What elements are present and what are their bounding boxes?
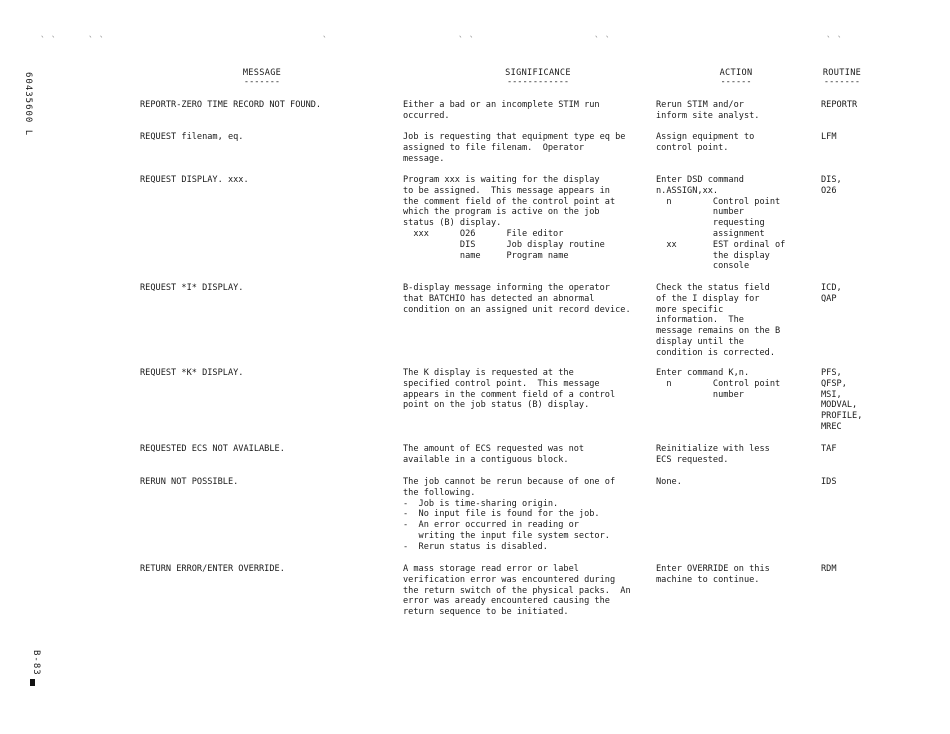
entry-significance: The K display is requested at the specified control point. This message appears in the comment field of a control point on the job status (B) display. [403, 368, 616, 411]
header-significance-underline: ------------ [506, 77, 570, 87]
punch-mark: ` ` [826, 36, 843, 46]
entry-significance: A mass storage read error or label verification error was encountered during the return switch of the physical packs. An error was aready encountered causing the return sequence to be initiated. [403, 564, 631, 618]
entry-routine: REPORTR [821, 100, 858, 110]
page-marker [30, 679, 35, 686]
punch-mark: ` ` [40, 36, 57, 46]
entry-message: REQUESTED ECS NOT AVAILABLE. [140, 444, 285, 454]
punch-mark: ` ` [88, 36, 105, 46]
entry-action: Enter command K,n. n Control point number [656, 368, 781, 400]
entry-routine: LFM [821, 132, 837, 142]
header-message-underline: ------- [243, 77, 281, 87]
punch-mark: ` [322, 36, 328, 46]
entry-routine: IDS [821, 477, 837, 487]
entry-action: Rerun STIM and/or inform site analyst. [656, 100, 760, 121]
entry-message: REQUEST *I* DISPLAY. [140, 283, 244, 293]
entry-message: REQUEST filenam, eq. [140, 132, 244, 142]
entry-routine: RDM [821, 564, 837, 574]
entry-action: Check the status field of the I display for more specific information. The message remains on the B display until the condition is corrected. [656, 283, 781, 358]
entry-significance: The job cannot be rerun because of one of the following. - Job is time-sharing origin. - No input file is found for the job. - An error occurred in reading or writing the input file system sector. - Rerun status is disabled. [403, 477, 616, 552]
entry-significance: The amount of ECS requested was not available in a contiguous block. [403, 444, 585, 465]
page-number: B-83 [30, 650, 41, 676]
entry-message: REQUEST *K* DISPLAY. [140, 368, 244, 378]
entry-action: Enter OVERRIDE on this machine to continue. [656, 564, 770, 585]
entry-routine: DIS, O26 [821, 175, 842, 196]
entry-significance: B-display message informing the operator that BATCHIO has detected an abnormal condition on an assigned unit record device. [403, 283, 631, 315]
entry-significance: Job is requesting that equipment type eq be assigned to file filenam. Operator message. [403, 132, 626, 164]
header-action-underline: ------ [720, 77, 752, 87]
header-significance: SIGNIFICANCE [505, 68, 571, 78]
header-message: MESSAGE [242, 68, 282, 78]
punch-mark: ` ` [594, 36, 611, 46]
entry-message: REPORTR-ZERO TIME RECORD NOT FOUND. [140, 100, 322, 110]
header-routine: ROUTINE [822, 68, 862, 78]
entry-action: Enter DSD command n.ASSIGN,xx. n Control point number requesting assignment xx EST ordinal of the display console [656, 175, 786, 272]
entry-routine: PFS, QFSP, MSI, MODVAL, PROFILE, MREC [821, 368, 863, 432]
document-number: 60435600 L [22, 72, 33, 137]
entry-action: None. [656, 477, 682, 487]
entry-routine: ICD, QAP [821, 283, 842, 304]
entry-action: Assign equipment to control point. [656, 132, 755, 153]
punch-mark: ` ` [458, 36, 475, 46]
header-action: ACTION [719, 68, 753, 78]
entry-significance: Either a bad or an incomplete STIM run occurred. [403, 100, 600, 121]
header-routine-underline: ------- [823, 77, 861, 87]
entry-message: REQUEST DISPLAY. xxx. [140, 175, 249, 185]
entry-routine: TAF [821, 444, 837, 454]
entry-message: RERUN NOT POSSIBLE. [140, 477, 239, 487]
entry-significance: Program xxx is waiting for the display to be assigned. This message appears in the comment field of the control point at which the program is active on the job status (B) display. xxx O26 File editor DIS Job display routine name Program name [403, 175, 616, 261]
entry-message: RETURN ERROR/ENTER OVERRIDE. [140, 564, 285, 574]
entry-action: Reinitialize with less ECS requested. [656, 444, 770, 465]
